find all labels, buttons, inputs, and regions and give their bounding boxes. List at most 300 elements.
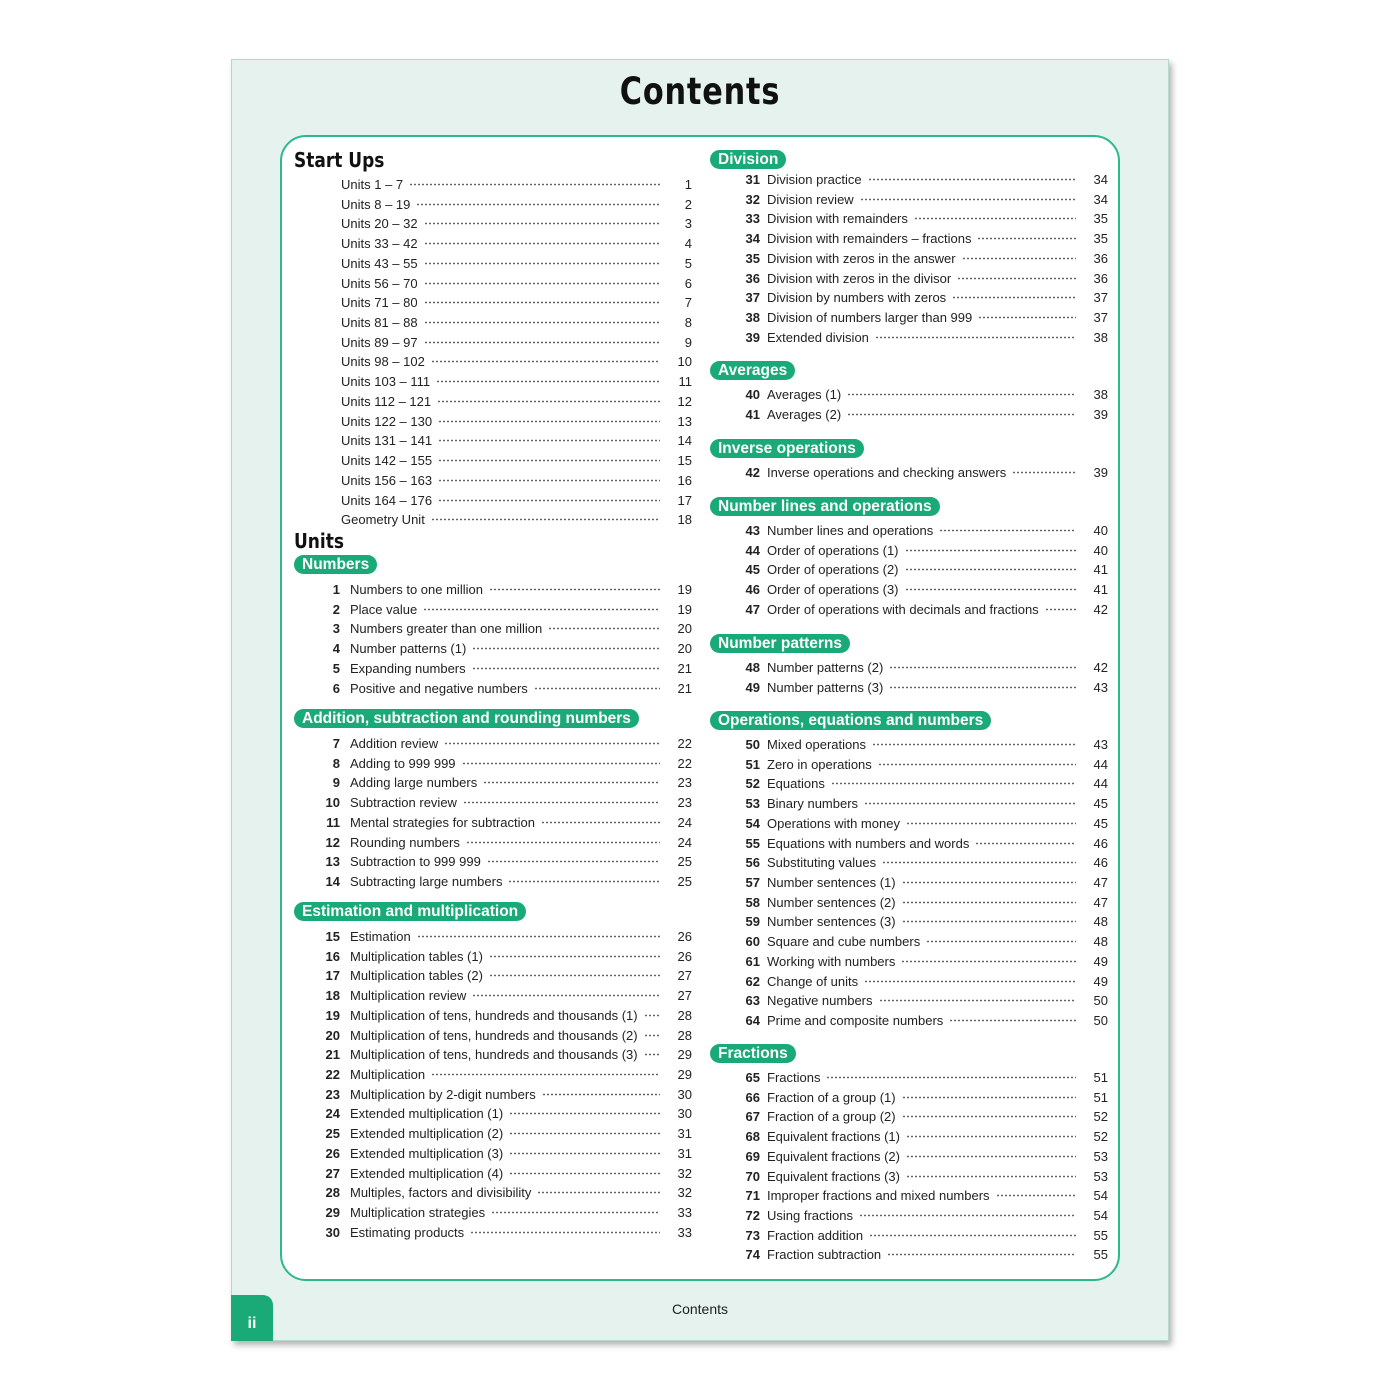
section-pill: Averages <box>710 361 795 380</box>
section-pill: Addition, subtraction and rounding numbers <box>294 709 639 728</box>
toc-row[interactable] <box>710 795 1108 814</box>
page-ref: 17 <box>677 492 692 508</box>
unit-title: Negative numbers <box>767 993 873 1009</box>
page-ref: 47 <box>1093 894 1108 910</box>
page-title: Contents <box>619 70 781 113</box>
unit-number: 32 <box>745 191 760 207</box>
page-ref: 48 <box>1093 934 1108 950</box>
leader-dots <box>887 1253 1076 1256</box>
unit-title: Units 156 – 163 <box>341 472 433 488</box>
toc-row[interactable] <box>294 1224 692 1243</box>
toc-row[interactable] <box>294 452 692 471</box>
toc-row[interactable] <box>294 1125 692 1144</box>
unit-title: Multiplication of tens, hundreds and thousands (3) <box>350 1047 638 1063</box>
leader-dots <box>436 380 660 383</box>
toc-row[interactable] <box>294 492 692 511</box>
unit-title: Extended multiplication (4) <box>350 1165 504 1181</box>
page-ref: 32 <box>677 1185 692 1201</box>
section-pill: Division <box>710 150 786 169</box>
leader-dots <box>509 1172 660 1175</box>
unit-title: Substituting values <box>767 855 877 871</box>
toc-row[interactable] <box>294 948 692 967</box>
unit-title: Extended multiplication (3) <box>350 1145 504 1161</box>
unit-number: 70 <box>745 1168 760 1184</box>
unit-title: Units 33 – 42 <box>341 236 418 252</box>
unit-number: 31 <box>745 172 760 187</box>
unit-number: 46 <box>745 582 760 598</box>
unit-number: 27 <box>325 1165 340 1181</box>
leader-dots <box>872 743 1076 746</box>
toc-row[interactable] <box>710 329 1108 348</box>
toc-row[interactable] <box>710 1246 1108 1265</box>
toc-row[interactable] <box>710 775 1108 794</box>
toc-row[interactable] <box>294 794 692 813</box>
leader-dots <box>424 242 660 245</box>
toc-row[interactable] <box>294 176 692 195</box>
page-ref: 39 <box>1093 406 1108 422</box>
leader-dots <box>424 301 660 304</box>
toc-row[interactable] <box>710 1128 1108 1147</box>
toc-row[interactable] <box>710 386 1108 405</box>
page-ref: 18 <box>677 512 692 528</box>
page-ref: 52 <box>1093 1129 1108 1145</box>
toc-row[interactable] <box>710 581 1108 600</box>
page-ref: 28 <box>677 1007 692 1023</box>
page-ref: 21 <box>677 680 692 696</box>
toc-row[interactable] <box>294 413 692 432</box>
toc-row[interactable] <box>710 913 1108 932</box>
unit-number: 35 <box>745 250 760 266</box>
toc-row[interactable] <box>294 774 692 793</box>
leader-dots <box>906 1175 1076 1178</box>
leader-dots <box>548 627 660 630</box>
leader-dots <box>431 1073 660 1076</box>
unit-title: Units 122 – 130 <box>341 413 433 429</box>
unit-title: Multiplication of tens, hundreds and thousands (2) <box>350 1027 638 1043</box>
section-pill: Numbers <box>294 555 377 574</box>
toc-row[interactable] <box>294 1145 692 1164</box>
toc-row[interactable] <box>294 601 692 620</box>
toc-row[interactable] <box>294 255 692 274</box>
toc-row[interactable] <box>710 756 1108 775</box>
page-ref: 29 <box>677 1067 692 1083</box>
page-ref: 9 <box>684 334 692 350</box>
unit-title: Number sentences (2) <box>767 894 896 910</box>
toc-row[interactable] <box>294 620 692 639</box>
unit-title: Subtraction review <box>350 795 457 811</box>
leader-dots <box>541 821 660 824</box>
leader-dots <box>424 282 660 285</box>
toc-row[interactable] <box>294 1184 692 1203</box>
toc-row[interactable] <box>710 230 1108 249</box>
toc-row[interactable] <box>710 736 1108 755</box>
leader-dots <box>431 360 660 363</box>
toc-row[interactable] <box>710 1069 1108 1088</box>
page-ref: 50 <box>1093 1013 1108 1029</box>
page-ref: 33 <box>677 1224 692 1240</box>
unit-title: Multiplication tables (1) <box>350 948 483 964</box>
unit-number: 47 <box>745 601 760 617</box>
toc-row[interactable] <box>710 250 1108 269</box>
unit-title: Units 56 – 70 <box>341 275 418 291</box>
unit-number: 30 <box>325 1224 340 1240</box>
unit-title: Division review <box>767 191 854 207</box>
toc-row[interactable] <box>710 679 1108 698</box>
toc-row[interactable] <box>294 640 692 659</box>
leader-dots <box>926 940 1076 943</box>
unit-number: 12 <box>325 834 340 850</box>
unit-title: Working with numbers <box>767 953 896 969</box>
leader-dots <box>491 1211 660 1214</box>
unit-title: Mental strategies for subtraction <box>350 814 535 830</box>
toc-row[interactable] <box>294 1066 692 1085</box>
page-ref: 19 <box>677 601 692 617</box>
toc-row[interactable] <box>294 353 692 372</box>
leader-dots <box>868 178 1076 181</box>
unit-title: Units 1 – 7 <box>341 177 404 192</box>
page-ref: 51 <box>1093 1089 1108 1105</box>
page-ref: 54 <box>1093 1208 1108 1224</box>
toc-row[interactable] <box>710 289 1108 308</box>
unit-number: 57 <box>745 875 760 891</box>
toc-row[interactable] <box>710 992 1108 1011</box>
page-ref: 49 <box>1093 953 1108 969</box>
toc-row[interactable] <box>294 275 692 294</box>
unit-number: 64 <box>745 1013 760 1029</box>
toc-row[interactable] <box>710 1089 1108 1108</box>
page-ref: 13 <box>677 413 692 429</box>
toc-row[interactable] <box>710 270 1108 289</box>
toc-row[interactable] <box>294 1165 692 1184</box>
unit-title: Fraction addition <box>767 1227 864 1243</box>
toc-row[interactable] <box>294 294 692 313</box>
unit-title: Averages (1) <box>767 387 842 402</box>
toc-row[interactable] <box>710 406 1108 425</box>
unit-title: Units 98 – 102 <box>341 354 425 370</box>
page-ref: 4 <box>684 236 692 252</box>
toc-row[interactable] <box>710 933 1108 952</box>
leader-dots <box>409 183 660 186</box>
leader-dots <box>905 568 1076 571</box>
contents-card <box>280 135 1120 1281</box>
unit-number: 34 <box>745 231 760 247</box>
leader-dots <box>977 237 1076 240</box>
page-ref: 24 <box>677 814 692 830</box>
unit-title: Subtraction to 999 999 <box>350 854 481 870</box>
unit-number: 68 <box>745 1129 760 1145</box>
toc-row[interactable] <box>294 987 692 1006</box>
page-ref: 27 <box>677 968 692 984</box>
toc-row[interactable] <box>710 464 1108 483</box>
unit-title: Equations <box>767 776 825 792</box>
toc-row[interactable] <box>294 432 692 451</box>
toc-row[interactable] <box>294 235 692 254</box>
page-ref: 24 <box>677 834 692 850</box>
toc-row[interactable] <box>294 373 692 392</box>
unit-number: 40 <box>745 387 760 402</box>
unit-number: 11 <box>326 814 340 830</box>
unit-number: 74 <box>745 1247 760 1263</box>
toc-row[interactable] <box>710 659 1108 678</box>
page-ref: 14 <box>677 433 692 449</box>
page-ref: 25 <box>677 854 692 870</box>
unit-number: 67 <box>745 1109 760 1125</box>
leader-dots <box>424 321 660 324</box>
leader-dots <box>489 588 660 591</box>
leader-dots <box>939 529 1076 532</box>
page-ref: 41 <box>1093 562 1108 578</box>
toc-row[interactable] <box>294 873 692 892</box>
section-pill: Estimation and multiplication <box>294 902 526 921</box>
unit-number: 13 <box>325 854 340 870</box>
toc-row[interactable] <box>710 1168 1108 1187</box>
page-ref: 32 <box>677 1165 692 1181</box>
unit-title: Estimation <box>350 929 411 944</box>
toc-row[interactable] <box>710 1108 1108 1127</box>
toc-row[interactable] <box>710 854 1108 873</box>
unit-number: 65 <box>745 1070 760 1085</box>
toc-row[interactable] <box>294 1204 692 1223</box>
page-ref: 36 <box>1093 250 1108 266</box>
unit-number: 16 <box>325 948 340 964</box>
unit-title: Order of operations (1) <box>767 542 899 558</box>
toc-row[interactable] <box>710 210 1108 229</box>
toc-row[interactable] <box>710 601 1108 620</box>
unit-number: 54 <box>745 815 760 831</box>
leader-dots <box>889 666 1076 669</box>
page-ref: 30 <box>677 1106 692 1122</box>
unit-title: Multiplication <box>350 1067 426 1083</box>
toc-row[interactable] <box>294 814 692 833</box>
unit-title: Subtracting large numbers <box>350 874 503 890</box>
leader-dots <box>489 955 660 958</box>
page-ref: 55 <box>1093 1247 1108 1263</box>
unit-title: Division with remainders – fractions <box>767 231 972 247</box>
unit-title: Adding large numbers <box>350 775 478 791</box>
unit-title: Units 43 – 55 <box>341 255 418 271</box>
toc-row[interactable] <box>710 815 1108 834</box>
leader-dots <box>466 841 660 844</box>
leader-dots <box>508 880 660 883</box>
toc-row[interactable] <box>294 660 692 679</box>
unit-number: 61 <box>745 953 760 969</box>
page-ref: 43 <box>1093 737 1108 752</box>
page-ref: 42 <box>1093 660 1108 675</box>
leader-dots <box>826 1076 1076 1079</box>
page-ref: 54 <box>1093 1188 1108 1204</box>
unit-title: Change of units <box>767 973 859 989</box>
section-pill: Inverse operations <box>710 439 864 458</box>
unit-title: Inverse operations and checking answers <box>767 465 1007 480</box>
unit-title: Division with zeros in the answer <box>767 250 956 266</box>
unit-title: Multiplication of tens, hundreds and thousands (1) <box>350 1007 638 1023</box>
toc-row[interactable] <box>294 314 692 333</box>
leader-dots <box>962 257 1076 260</box>
page-ref: 52 <box>1093 1109 1108 1125</box>
toc-row[interactable] <box>294 680 692 699</box>
leader-dots <box>438 499 660 502</box>
leader-dots <box>859 1214 1076 1217</box>
page-ref: 35 <box>1093 211 1108 227</box>
section-pill: Number patterns <box>710 634 850 653</box>
unit-title: Units 131 – 141 <box>341 433 433 449</box>
page-ref: 31 <box>677 1145 692 1161</box>
toc-row[interactable] <box>710 1012 1108 1031</box>
toc-row[interactable] <box>710 171 1108 190</box>
footer-label: Contents <box>671 1301 729 1317</box>
unit-title: Equivalent fractions (2) <box>767 1148 900 1164</box>
unit-title: Square and cube numbers <box>767 934 921 950</box>
page-ref: 19 <box>677 582 692 597</box>
page-ref: 38 <box>1093 387 1108 402</box>
unit-title: Number patterns (3) <box>767 679 884 695</box>
leader-dots <box>462 762 660 765</box>
page-ref: 55 <box>1093 1227 1108 1243</box>
toc-row[interactable] <box>710 1207 1108 1226</box>
unit-title: Units 71 – 80 <box>341 295 418 311</box>
leader-dots <box>889 686 1076 689</box>
unit-title: Fraction of a group (2) <box>767 1109 896 1125</box>
unit-title: Operations with money <box>767 815 900 831</box>
page-ref: 6 <box>684 275 692 291</box>
unit-number: 41 <box>745 406 760 422</box>
page-ref: 49 <box>1093 973 1108 989</box>
toc-row[interactable] <box>294 834 692 853</box>
leader-dots <box>644 1014 660 1017</box>
toc-row[interactable] <box>294 1086 692 1105</box>
unit-title: Division of numbers larger than 999 <box>767 310 973 326</box>
toc-row[interactable] <box>710 191 1108 210</box>
toc-row[interactable] <box>294 196 692 215</box>
leader-dots <box>906 1135 1076 1138</box>
unit-title: Division with remainders <box>767 211 908 227</box>
toc-row[interactable] <box>710 542 1108 561</box>
toc-row[interactable] <box>710 894 1108 913</box>
toc-row[interactable] <box>710 835 1108 854</box>
toc-row[interactable] <box>294 928 692 947</box>
unit-number: 37 <box>745 290 760 306</box>
toc-row[interactable] <box>294 1027 692 1046</box>
unit-number: 48 <box>745 660 760 675</box>
leader-dots <box>905 549 1076 552</box>
toc-row[interactable] <box>710 1227 1108 1246</box>
toc-row[interactable] <box>294 334 692 353</box>
toc-row[interactable] <box>294 853 692 872</box>
page-ref: 23 <box>677 795 692 811</box>
page-ref: 26 <box>677 948 692 964</box>
unit-title: Units 81 – 88 <box>341 315 418 331</box>
leader-dots <box>470 1231 660 1234</box>
toc-row[interactable] <box>294 472 692 491</box>
unit-title: Zero in operations <box>767 756 872 772</box>
toc-row[interactable] <box>710 309 1108 328</box>
page-ref: 23 <box>677 775 692 791</box>
toc-row[interactable] <box>710 973 1108 992</box>
unit-title: Number sentences (3) <box>767 914 896 930</box>
toc-row[interactable] <box>710 874 1108 893</box>
leader-dots <box>534 687 660 690</box>
leader-dots <box>644 1034 660 1037</box>
unit-number: 19 <box>325 1007 340 1023</box>
page-ref: 30 <box>677 1086 692 1102</box>
section-pill: Operations, equations and numbers <box>710 711 991 730</box>
page-ref: 44 <box>1093 776 1108 792</box>
unit-title: Estimating products <box>350 1224 465 1240</box>
unit-title: Numbers to one million <box>350 582 483 597</box>
toc-row[interactable] <box>294 393 692 412</box>
toc-row[interactable] <box>294 215 692 234</box>
toc-row[interactable] <box>294 511 692 530</box>
leader-dots <box>975 842 1076 845</box>
page-ref: 35 <box>1093 231 1108 247</box>
toc-row[interactable] <box>710 1148 1108 1167</box>
leader-dots <box>437 400 660 403</box>
leader-dots <box>902 1115 1076 1118</box>
leader-dots <box>472 647 660 650</box>
toc-row[interactable] <box>710 561 1108 580</box>
unit-number: 72 <box>745 1208 760 1224</box>
unit-number: 1 <box>332 582 340 597</box>
leader-dots <box>416 203 660 206</box>
unit-title: Equivalent fractions (1) <box>767 1129 900 1145</box>
unit-title: Multiplication by 2-digit numbers <box>350 1086 536 1102</box>
unit-number: 17 <box>325 968 340 984</box>
unit-title: Units 89 – 97 <box>341 334 418 350</box>
page-ref: 28 <box>677 1027 692 1043</box>
unit-title: Multiples, factors and divisibility <box>350 1185 532 1201</box>
page-ref: 22 <box>677 736 692 751</box>
page-ref: 22 <box>677 755 692 771</box>
page-ref: 11 <box>678 374 692 390</box>
toc-row[interactable] <box>294 581 692 600</box>
unit-number: 60 <box>745 934 760 950</box>
leader-dots <box>438 459 660 462</box>
toc-row[interactable] <box>294 1046 692 1065</box>
toc-row[interactable] <box>294 1007 692 1026</box>
page-ref: 3 <box>684 216 692 232</box>
unit-title: Equivalent fractions (3) <box>767 1168 900 1184</box>
toc-row[interactable] <box>294 735 692 754</box>
toc-row[interactable] <box>294 967 692 986</box>
leader-dots <box>483 781 660 784</box>
leader-dots <box>1045 608 1076 611</box>
unit-number: 28 <box>325 1185 340 1201</box>
toc-row[interactable] <box>294 1105 692 1124</box>
unit-title: Division by numbers with zeros <box>767 290 947 306</box>
leader-dots <box>869 1234 1076 1237</box>
leader-dots <box>902 920 1076 923</box>
unit-number: 63 <box>745 993 760 1009</box>
unit-number: 10 <box>325 795 340 811</box>
leader-dots <box>463 801 660 804</box>
page-ref: 47 <box>1093 875 1108 891</box>
unit-number: 22 <box>325 1067 340 1083</box>
leader-dots <box>901 960 1076 963</box>
toc-row[interactable] <box>710 953 1108 972</box>
unit-number: 42 <box>745 465 760 480</box>
unit-title: Equations with numbers and words <box>767 835 970 851</box>
toc-row[interactable] <box>710 522 1108 541</box>
page-ref: 40 <box>1093 523 1108 538</box>
leader-dots <box>902 1096 1076 1099</box>
page-ref: 16 <box>677 472 692 488</box>
leader-dots <box>424 262 660 265</box>
page-ref: 53 <box>1093 1148 1108 1164</box>
toc-row[interactable] <box>294 755 692 774</box>
toc-row[interactable] <box>710 1187 1108 1206</box>
page-number: ii <box>247 1315 257 1332</box>
unit-title: Order of operations (2) <box>767 562 899 578</box>
